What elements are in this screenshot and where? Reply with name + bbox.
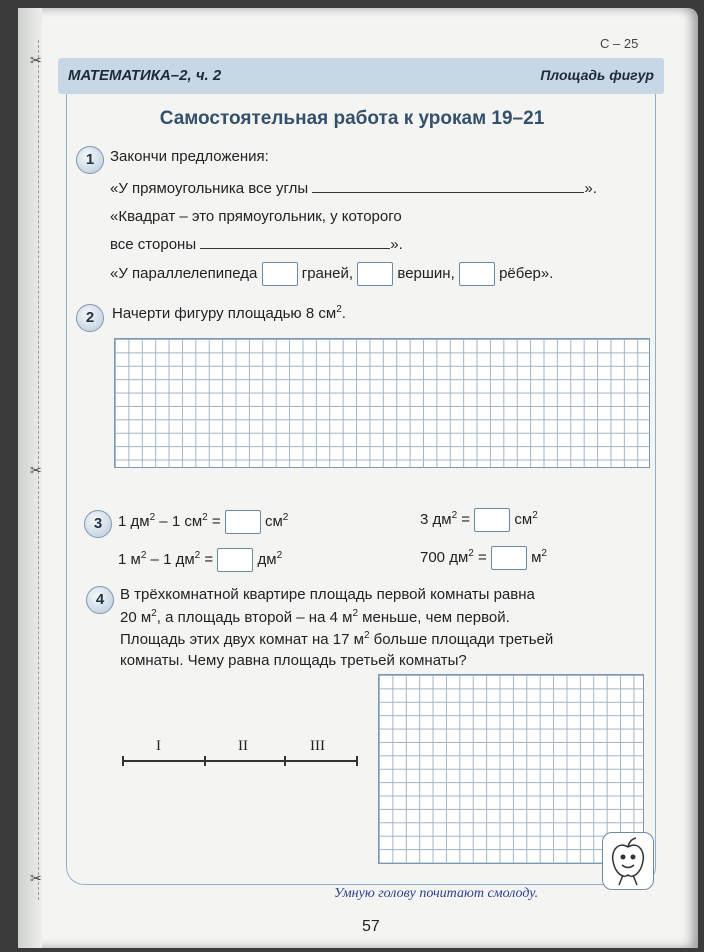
unit: см xyxy=(514,510,533,528)
task4-line4: комнаты. Чему равна площадь третьей комнаты? xyxy=(120,652,467,669)
expr2 xyxy=(420,508,538,532)
sentence-text: «У прямоугольника все углы xyxy=(110,180,309,197)
superscript: 2 xyxy=(282,511,289,523)
apple-mascot-icon xyxy=(602,832,654,890)
topic-title: Площадь фигур xyxy=(540,67,654,83)
segment-label-1: I xyxy=(156,738,161,754)
superscript: 2 xyxy=(468,547,474,559)
word-vertices: вершин, xyxy=(397,264,455,282)
task4-line1: В трёхкомнатной квартире площадь первой комнаты равна xyxy=(120,586,535,603)
task4-line2 xyxy=(120,608,510,626)
segment-label-3: III xyxy=(310,738,325,754)
answer-box[interactable] xyxy=(225,510,261,534)
page-code: С – 25 xyxy=(600,36,639,51)
task1-sentence2-line2 xyxy=(110,234,403,253)
task-text: больше площади третьей xyxy=(369,631,554,648)
superscript: 2 xyxy=(276,549,283,561)
superscript: 2 xyxy=(352,608,358,619)
scissors-icon: ✂ xyxy=(30,52,42,68)
task-badge: 4 xyxy=(86,586,114,614)
superscript: 2 xyxy=(336,304,342,315)
expr1 xyxy=(118,510,288,534)
scissors-icon: ✂ xyxy=(30,870,42,886)
motto-text: Умную голову почитают смолоду. xyxy=(334,886,539,901)
unit: м xyxy=(531,548,542,566)
segment-tick xyxy=(204,756,206,766)
answer-box[interactable] xyxy=(474,508,510,532)
answer-box[interactable] xyxy=(491,546,527,570)
answer-line[interactable] xyxy=(312,178,584,193)
superscript: 2 xyxy=(194,549,201,561)
task1-sentence3 xyxy=(110,262,553,286)
scissors-icon: ✂ xyxy=(30,462,42,478)
superscript: 2 xyxy=(202,511,208,523)
task-text: 20 м xyxy=(120,609,152,626)
segment-label-2: II xyxy=(238,738,248,754)
expr-text: = xyxy=(200,550,214,568)
answer-box[interactable] xyxy=(262,262,298,286)
sentence-text: «У параллелепипеда xyxy=(110,264,258,282)
superscript: 2 xyxy=(451,509,458,521)
book-title: МАТЕМАТИКА–2, ч. 2 xyxy=(68,67,222,84)
expr-text: = xyxy=(473,548,487,566)
segment-tick xyxy=(122,756,124,766)
expr-text: 3 дм xyxy=(420,510,452,528)
task-text-end: . xyxy=(341,305,346,322)
expr4 xyxy=(420,546,547,570)
segment-tick xyxy=(356,756,358,766)
task-badge: 3 xyxy=(84,510,112,538)
header-bar xyxy=(58,58,664,94)
superscript: 2 xyxy=(149,511,156,523)
task1-prompt: Закончи предложения: xyxy=(110,148,269,165)
expr-text: 1 м xyxy=(118,550,141,568)
expr-text: 700 дм xyxy=(420,548,469,566)
drawing-grid[interactable] xyxy=(114,338,650,468)
expr-text: = xyxy=(207,512,221,530)
unit: дм xyxy=(257,550,277,568)
sentence-text: все стороны xyxy=(110,236,197,253)
expr-text: – 1 см xyxy=(155,512,203,530)
task2-text xyxy=(112,304,346,322)
task-text: , а площадь второй – на 4 м xyxy=(156,609,353,626)
superscript: 2 xyxy=(363,630,370,641)
sentence-end: ». xyxy=(584,180,597,197)
unit: см xyxy=(264,512,283,530)
superscript: 2 xyxy=(532,509,538,521)
task1-sentence1 xyxy=(110,178,597,197)
task-badge: 2 xyxy=(76,304,104,332)
superscript: 2 xyxy=(541,547,547,559)
expr3 xyxy=(118,548,282,572)
page-number: 57 xyxy=(362,918,380,935)
word-faces: граней, xyxy=(301,264,354,282)
expr-text: = xyxy=(457,510,471,528)
task-text: Площадь этих двух комнат на 17 м xyxy=(120,631,364,648)
answer-box[interactable] xyxy=(217,548,253,572)
superscript: 2 xyxy=(140,549,147,561)
answer-line[interactable] xyxy=(200,234,390,249)
task-text: меньше, чем первой. xyxy=(358,609,510,626)
sentence-end: ». xyxy=(390,236,403,253)
task4-line3 xyxy=(120,630,553,648)
superscript: 2 xyxy=(151,608,157,619)
expr-text: – 1 дм xyxy=(146,550,195,568)
diagram-segment xyxy=(122,760,358,762)
answer-box[interactable] xyxy=(357,262,393,286)
expr-text: 1 дм xyxy=(118,512,150,530)
task-badge: 1 xyxy=(76,146,104,174)
task-text: Начерти фигуру площадью 8 см xyxy=(112,305,337,322)
answer-box[interactable] xyxy=(459,262,495,286)
word-edges: рёбер». xyxy=(499,264,554,282)
task1-sentence2-line1: «Квадрат – это прямоугольник, у которого xyxy=(110,208,402,225)
segment-tick xyxy=(284,756,286,766)
page-title: Самостоятельная работа к урокам 19–21 xyxy=(159,108,545,129)
